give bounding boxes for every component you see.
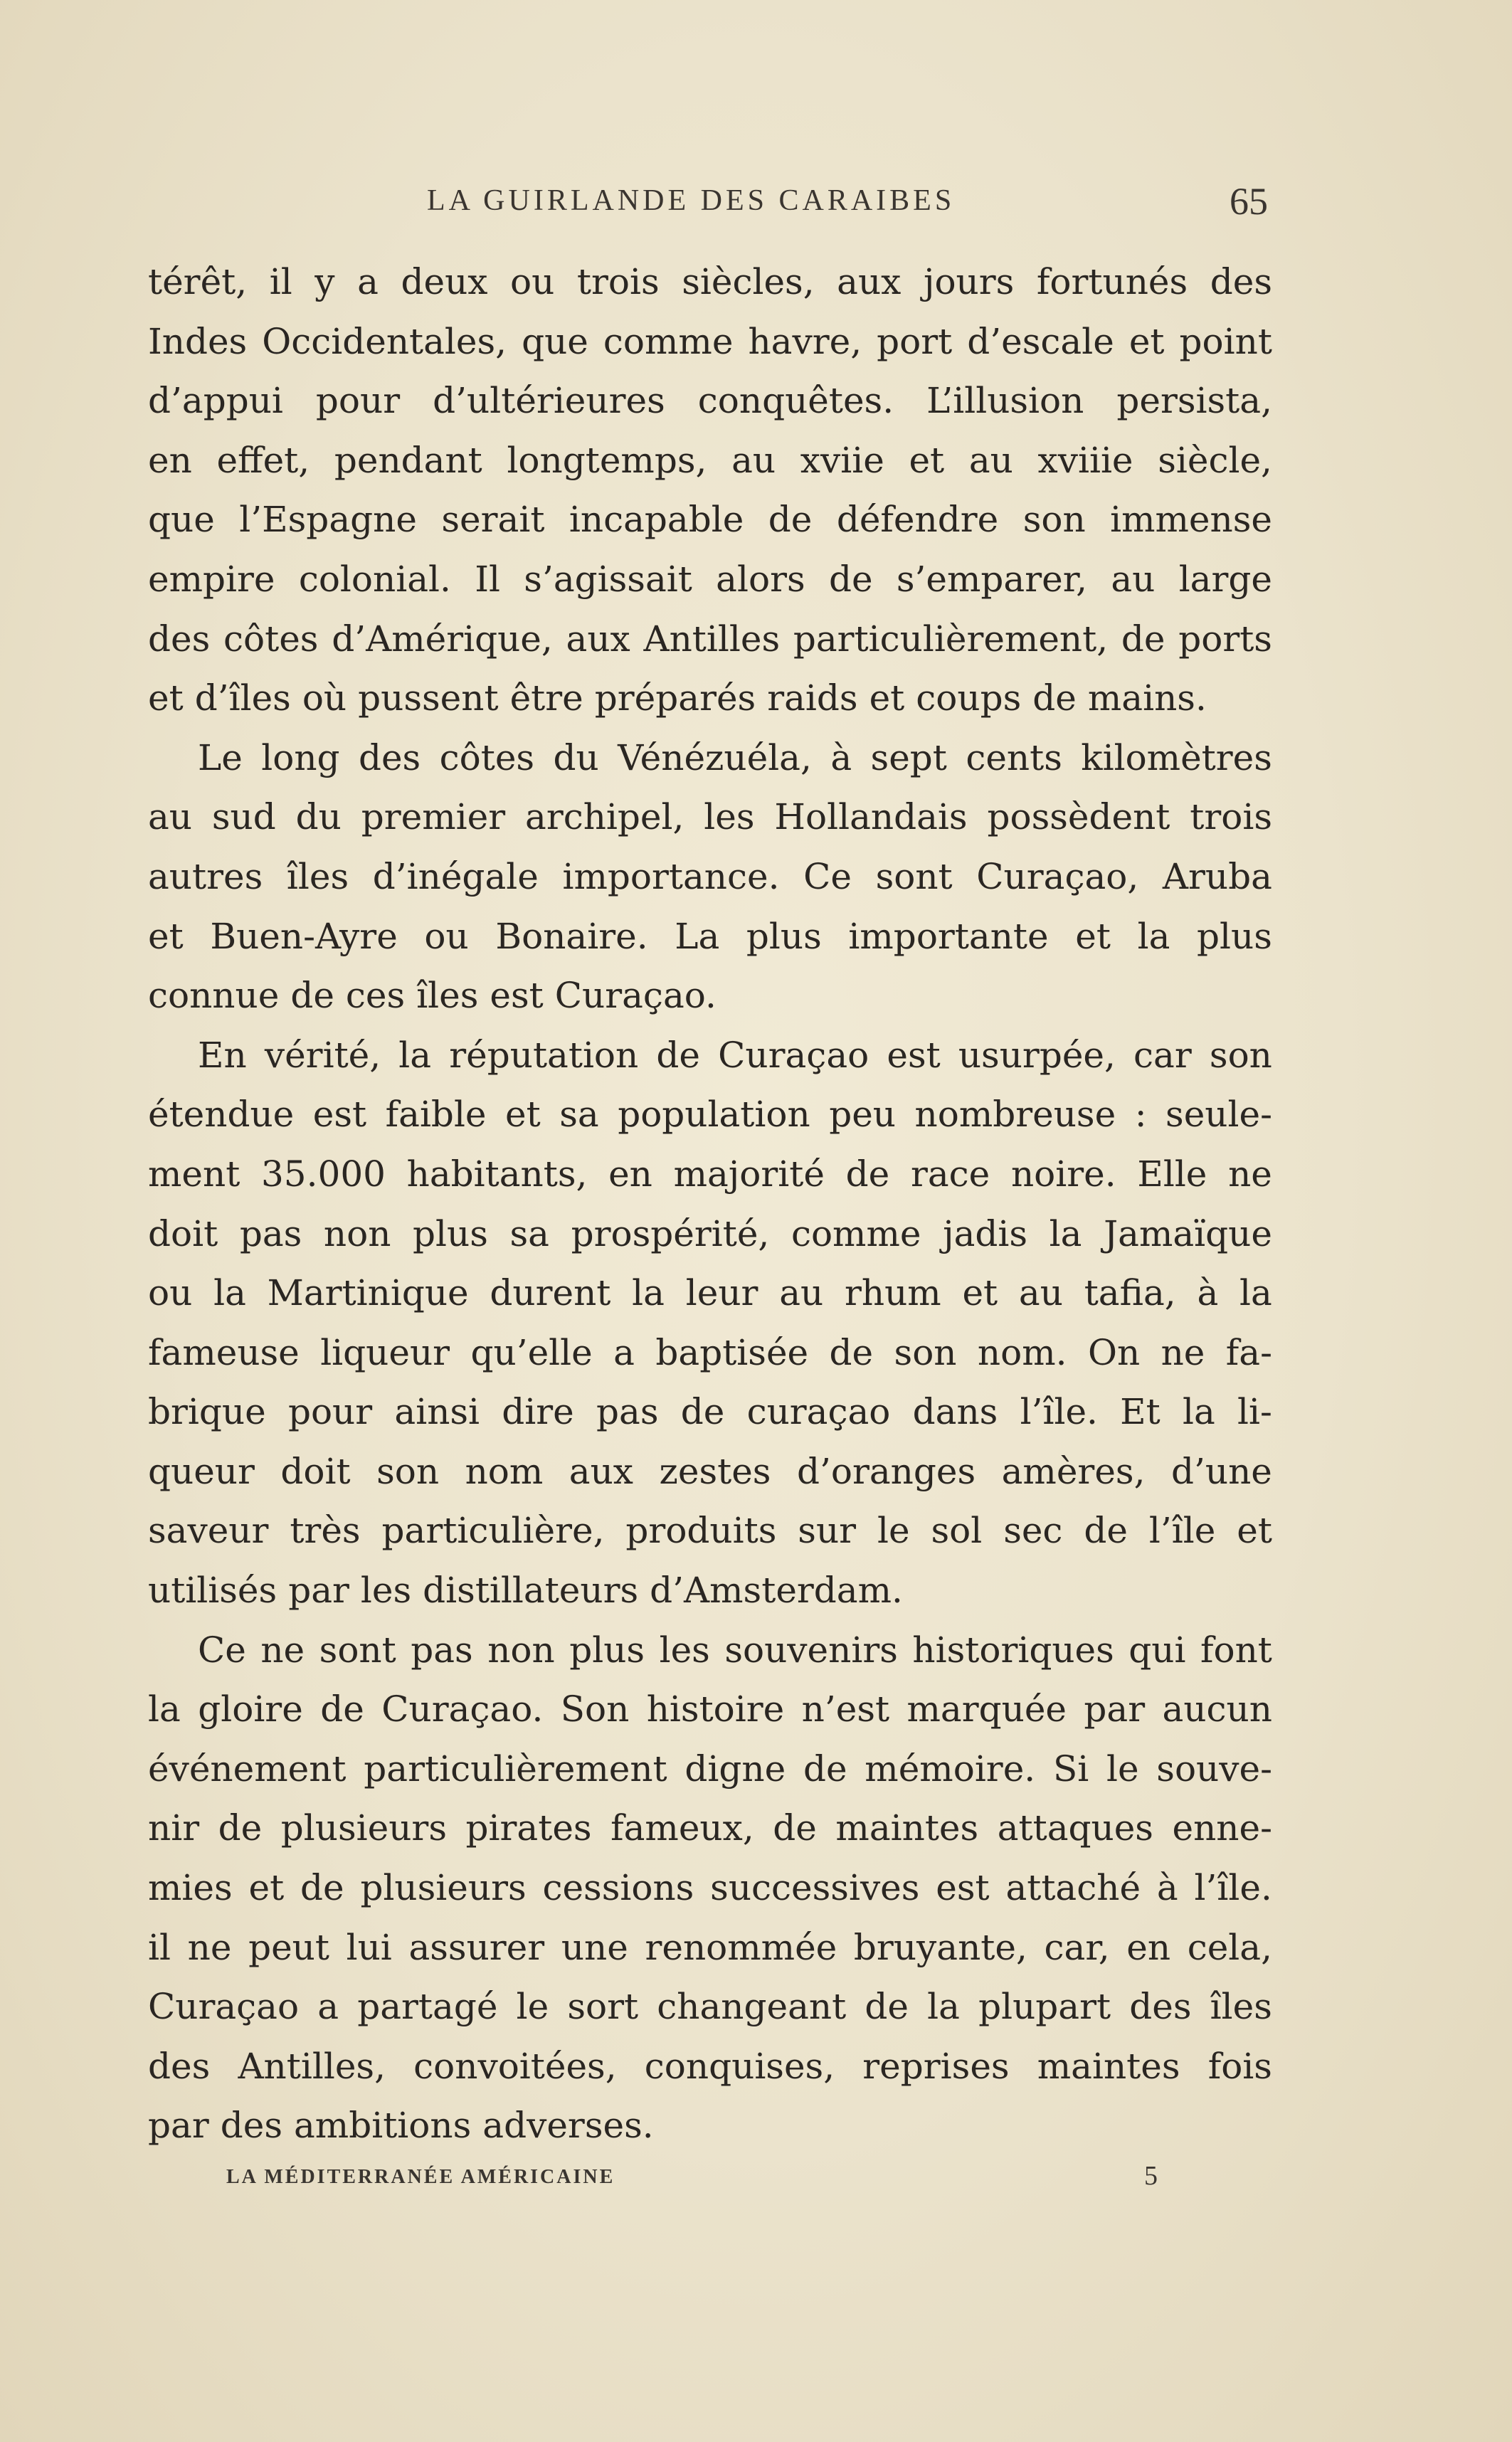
text-line: ou la Martinique durent la leur au rhum et au tafia, à la: [148, 1272, 1272, 1314]
text-line: Le long des côtes du Vénézuéla, à sept cents kilomètres: [198, 736, 1272, 778]
text-line: utilisés par les distillateurs d’Amsterdam.: [148, 1570, 903, 1612]
text-line: saveur très particulière, produits sur le sol sec de l’île et: [148, 1510, 1272, 1552]
text-line: Ce ne sont pas non plus les souvenirs historiques qui font: [198, 1629, 1272, 1671]
text-line: fameuse liqueur qu’elle a baptisée de son nom. On ne fa-: [148, 1331, 1272, 1373]
text-line: il ne peut lui assurer une renommée bruyante, car, en cela,: [148, 1926, 1272, 1968]
text-line: ment 35.000 habitants, en majorité de race noire. Elle ne: [148, 1153, 1272, 1195]
text-line: autres îles d’inégale importance. Ce sont Curaçao, Aruba: [148, 855, 1272, 897]
text-line: des Antilles, convoitées, conquises, reprises maintes fois: [148, 2045, 1272, 2087]
text-line: étendue est faible et sa population peu nombreuse : seule-: [148, 1094, 1272, 1136]
text-line: En vérité, la réputation de Curaçao est usurpée, car son: [198, 1034, 1272, 1076]
text-line: par des ambitions adverses.: [148, 2105, 654, 2147]
text-line: la gloire de Curaçao. Son histoire n’est marquée par aucun: [148, 1688, 1272, 1730]
text-line: des côtes d’Amérique, aux Antilles particulièrement, de ports: [148, 618, 1272, 660]
text-line: doit pas non plus sa prospérité, comme jadis la Jamaïque: [148, 1212, 1272, 1254]
text-line: brique pour ainsi dire pas de curaçao dans l’île. Et la li-: [148, 1391, 1272, 1433]
body-text: [148, 253, 1272, 2156]
text-line: événement particulièrement digne de mémoire. Si le souve-: [148, 1748, 1272, 1790]
running-head: LA GUIRLANDE DES CARAIBES: [427, 184, 956, 217]
text-line: connue de ces îles est Curaçao.: [148, 975, 717, 1017]
text-line: queur doit son nom aux zestes d’oranges amères, d’une: [148, 1450, 1272, 1492]
text-line: Indes Occidentales, que comme havre, port d’escale et point: [148, 320, 1272, 362]
text-line: empire colonial. Il s’agissait alors de s’emparer, au large: [148, 558, 1272, 600]
text-line: Curaçao a partagé le sort changeant de la plupart des îles: [148, 1986, 1272, 2028]
text-line: au sud du premier archipel, les Hollandais possèdent trois: [148, 796, 1272, 838]
text-line: d’appui pour d’ultérieures conquêtes. L’illusion persista,: [148, 380, 1272, 422]
signature-number: 5: [1144, 2161, 1158, 2191]
text-line: que l’Espagne serait incapable de défendre son immense: [148, 499, 1272, 541]
text-line: térêt, il y a deux ou trois siècles, aux jours fortunés des: [148, 261, 1272, 302]
text-line: mies et de plusieurs cessions successives est attaché à l’île.: [148, 1867, 1272, 1909]
text-line: et Buen-Ayre ou Bonaire. La plus importante et la plus: [148, 915, 1272, 957]
text-line: et d’îles où pussent être préparés raids et coups de mains.: [148, 677, 1207, 719]
text-line: nir de plusieurs pirates fameux, de maintes attaques enne-: [148, 1807, 1272, 1849]
page-number: 65: [1230, 180, 1268, 223]
signature-title: LA MÉDITERRANÉE AMÉRICAINE: [226, 2166, 615, 2188]
text-line: en effet, pendant longtemps, au xviie et au xviiie siècle,: [148, 439, 1272, 481]
